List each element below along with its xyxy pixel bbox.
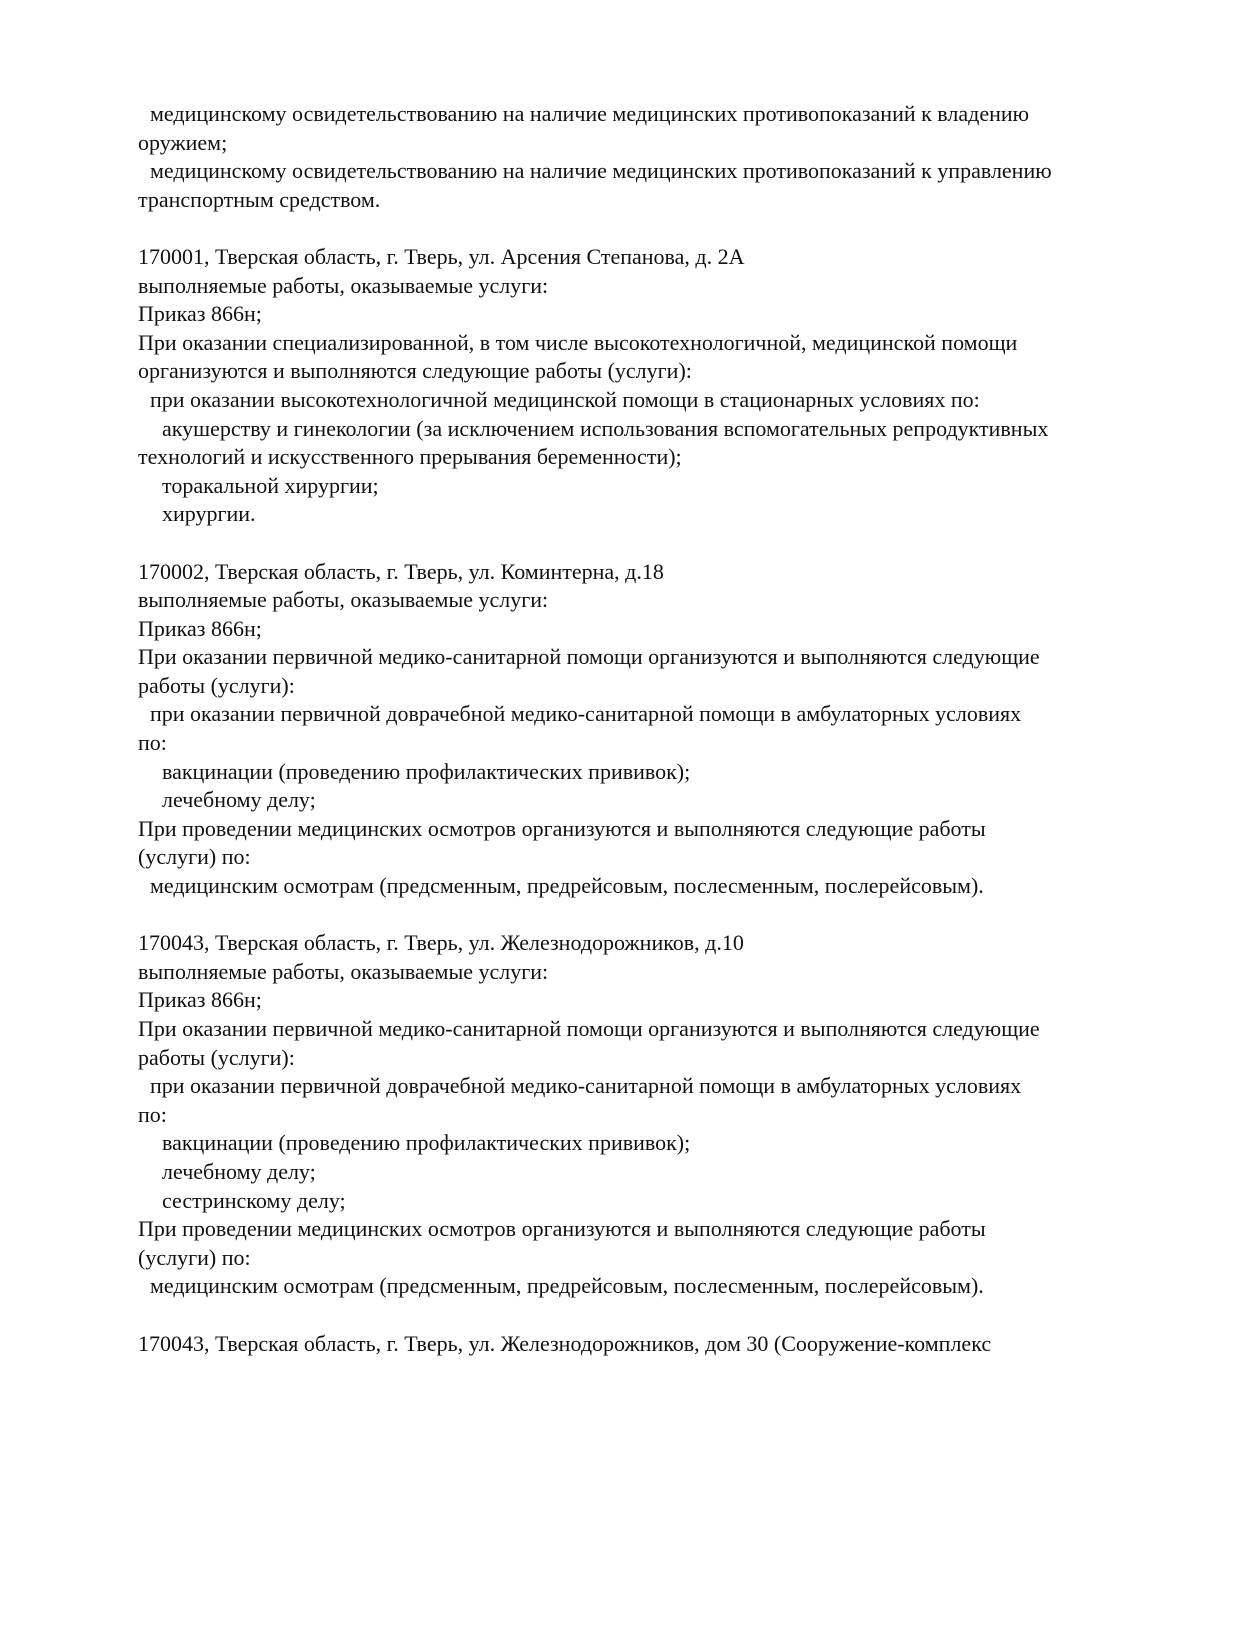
text-line: работы (услуги): xyxy=(138,672,295,698)
document-page xyxy=(138,100,1138,1358)
text-line: При проведении медицинских осмотров организуются и выполняются следующие работы xyxy=(138,815,986,841)
text-line: работы (услуги): xyxy=(138,1044,295,1070)
address-section-3 xyxy=(138,929,1138,1301)
text-line: оружием; xyxy=(138,129,228,155)
text-line: Приказ 866н; xyxy=(138,615,262,641)
text-line: при оказании высокотехнологичной медицинской помощи в стационарных условиях по: xyxy=(150,386,980,412)
text-line: лечебному делу; xyxy=(162,1158,316,1184)
text-line: технологий и искусственного прерывания беременности); xyxy=(138,444,682,470)
text-line: выполняемые работы, оказываемые услуги: xyxy=(138,587,549,613)
text-line: медицинским осмотрам (предсменным, предрейсовым, послесменным, послерейсовым). xyxy=(150,873,984,899)
text-line: организуются и выполняются следующие работы (услуги): xyxy=(138,358,692,384)
text-line: При оказании специализированной, в том числе высокотехнологичной, медицинской помощи xyxy=(138,329,1018,355)
text-line: (услуги) по: xyxy=(138,1244,251,1270)
address-heading: 170043, Тверская область, г. Тверь, ул. Железнодорожников, дом 30 (Сооружение-комплекс xyxy=(138,1330,992,1356)
address-heading: 170002, Тверская область, г. Тверь, ул. Коминтерна, д.18 xyxy=(138,558,664,584)
text-line: При оказании первичной медико-санитарной помощи организуются и выполняются следующие xyxy=(138,1016,1040,1041)
text-line: по: xyxy=(138,730,167,756)
address-section-4 xyxy=(138,1330,1138,1359)
text-line: при оказании первичной доврачебной медико-санитарной помощи в амбулаторных условиях xyxy=(150,701,1022,727)
text-line: сестринскому делу; xyxy=(162,1187,346,1213)
text-line: При оказании первичной медико-санитарной помощи организуются и выполняются следующие xyxy=(138,644,1040,670)
address-section-1 xyxy=(138,243,1138,529)
text-line: вакцинации (проведению профилактических прививок); xyxy=(162,1130,691,1156)
text-line: транспортным средством. xyxy=(138,186,381,212)
text-line: выполняемые работы, оказываемые услуги: xyxy=(138,958,549,984)
text-line: при оказании первичной доврачебной медико-санитарной помощи в амбулаторных условиях xyxy=(150,1073,1022,1099)
address-heading: 170043, Тверская область, г. Тверь, ул. Железнодорожников, д.10 xyxy=(138,930,744,956)
text-line: При проведении медицинских осмотров организуются и выполняются следующие работы xyxy=(138,1216,986,1242)
text-line: вакцинации (проведению профилактических прививок); xyxy=(162,758,691,784)
text-line: хирургии. xyxy=(162,501,256,527)
address-heading: 170001, Тверская область, г. Тверь, ул. Арсения Степанова, д. 2А xyxy=(138,243,745,269)
text-line: акушерству и гинекологии (за исключением использования вспомогательных репродуктивных xyxy=(162,415,1049,441)
text-line: выполняемые работы, оказываемые услуги: xyxy=(138,272,549,298)
intro-section xyxy=(138,100,1138,214)
text-line: лечебному делу; xyxy=(162,787,316,813)
text-line: Приказ 866н; xyxy=(138,987,262,1013)
text-line: по: xyxy=(138,1101,167,1127)
text-line: медицинскому освидетельствованию на наличие медицинских противопоказаний к владению xyxy=(150,101,1030,126)
address-section-2 xyxy=(138,558,1138,901)
text-line: (услуги) по: xyxy=(138,844,251,870)
text-line: медицинскому освидетельствованию на наличие медицинских противопоказаний к управлению xyxy=(150,158,1052,184)
text-line: Приказ 866н; xyxy=(138,301,262,327)
text-line: медицинским осмотрам (предсменным, предрейсовым, послесменным, послерейсовым). xyxy=(150,1273,984,1299)
text-line: торакальной хирургии; xyxy=(162,472,379,498)
